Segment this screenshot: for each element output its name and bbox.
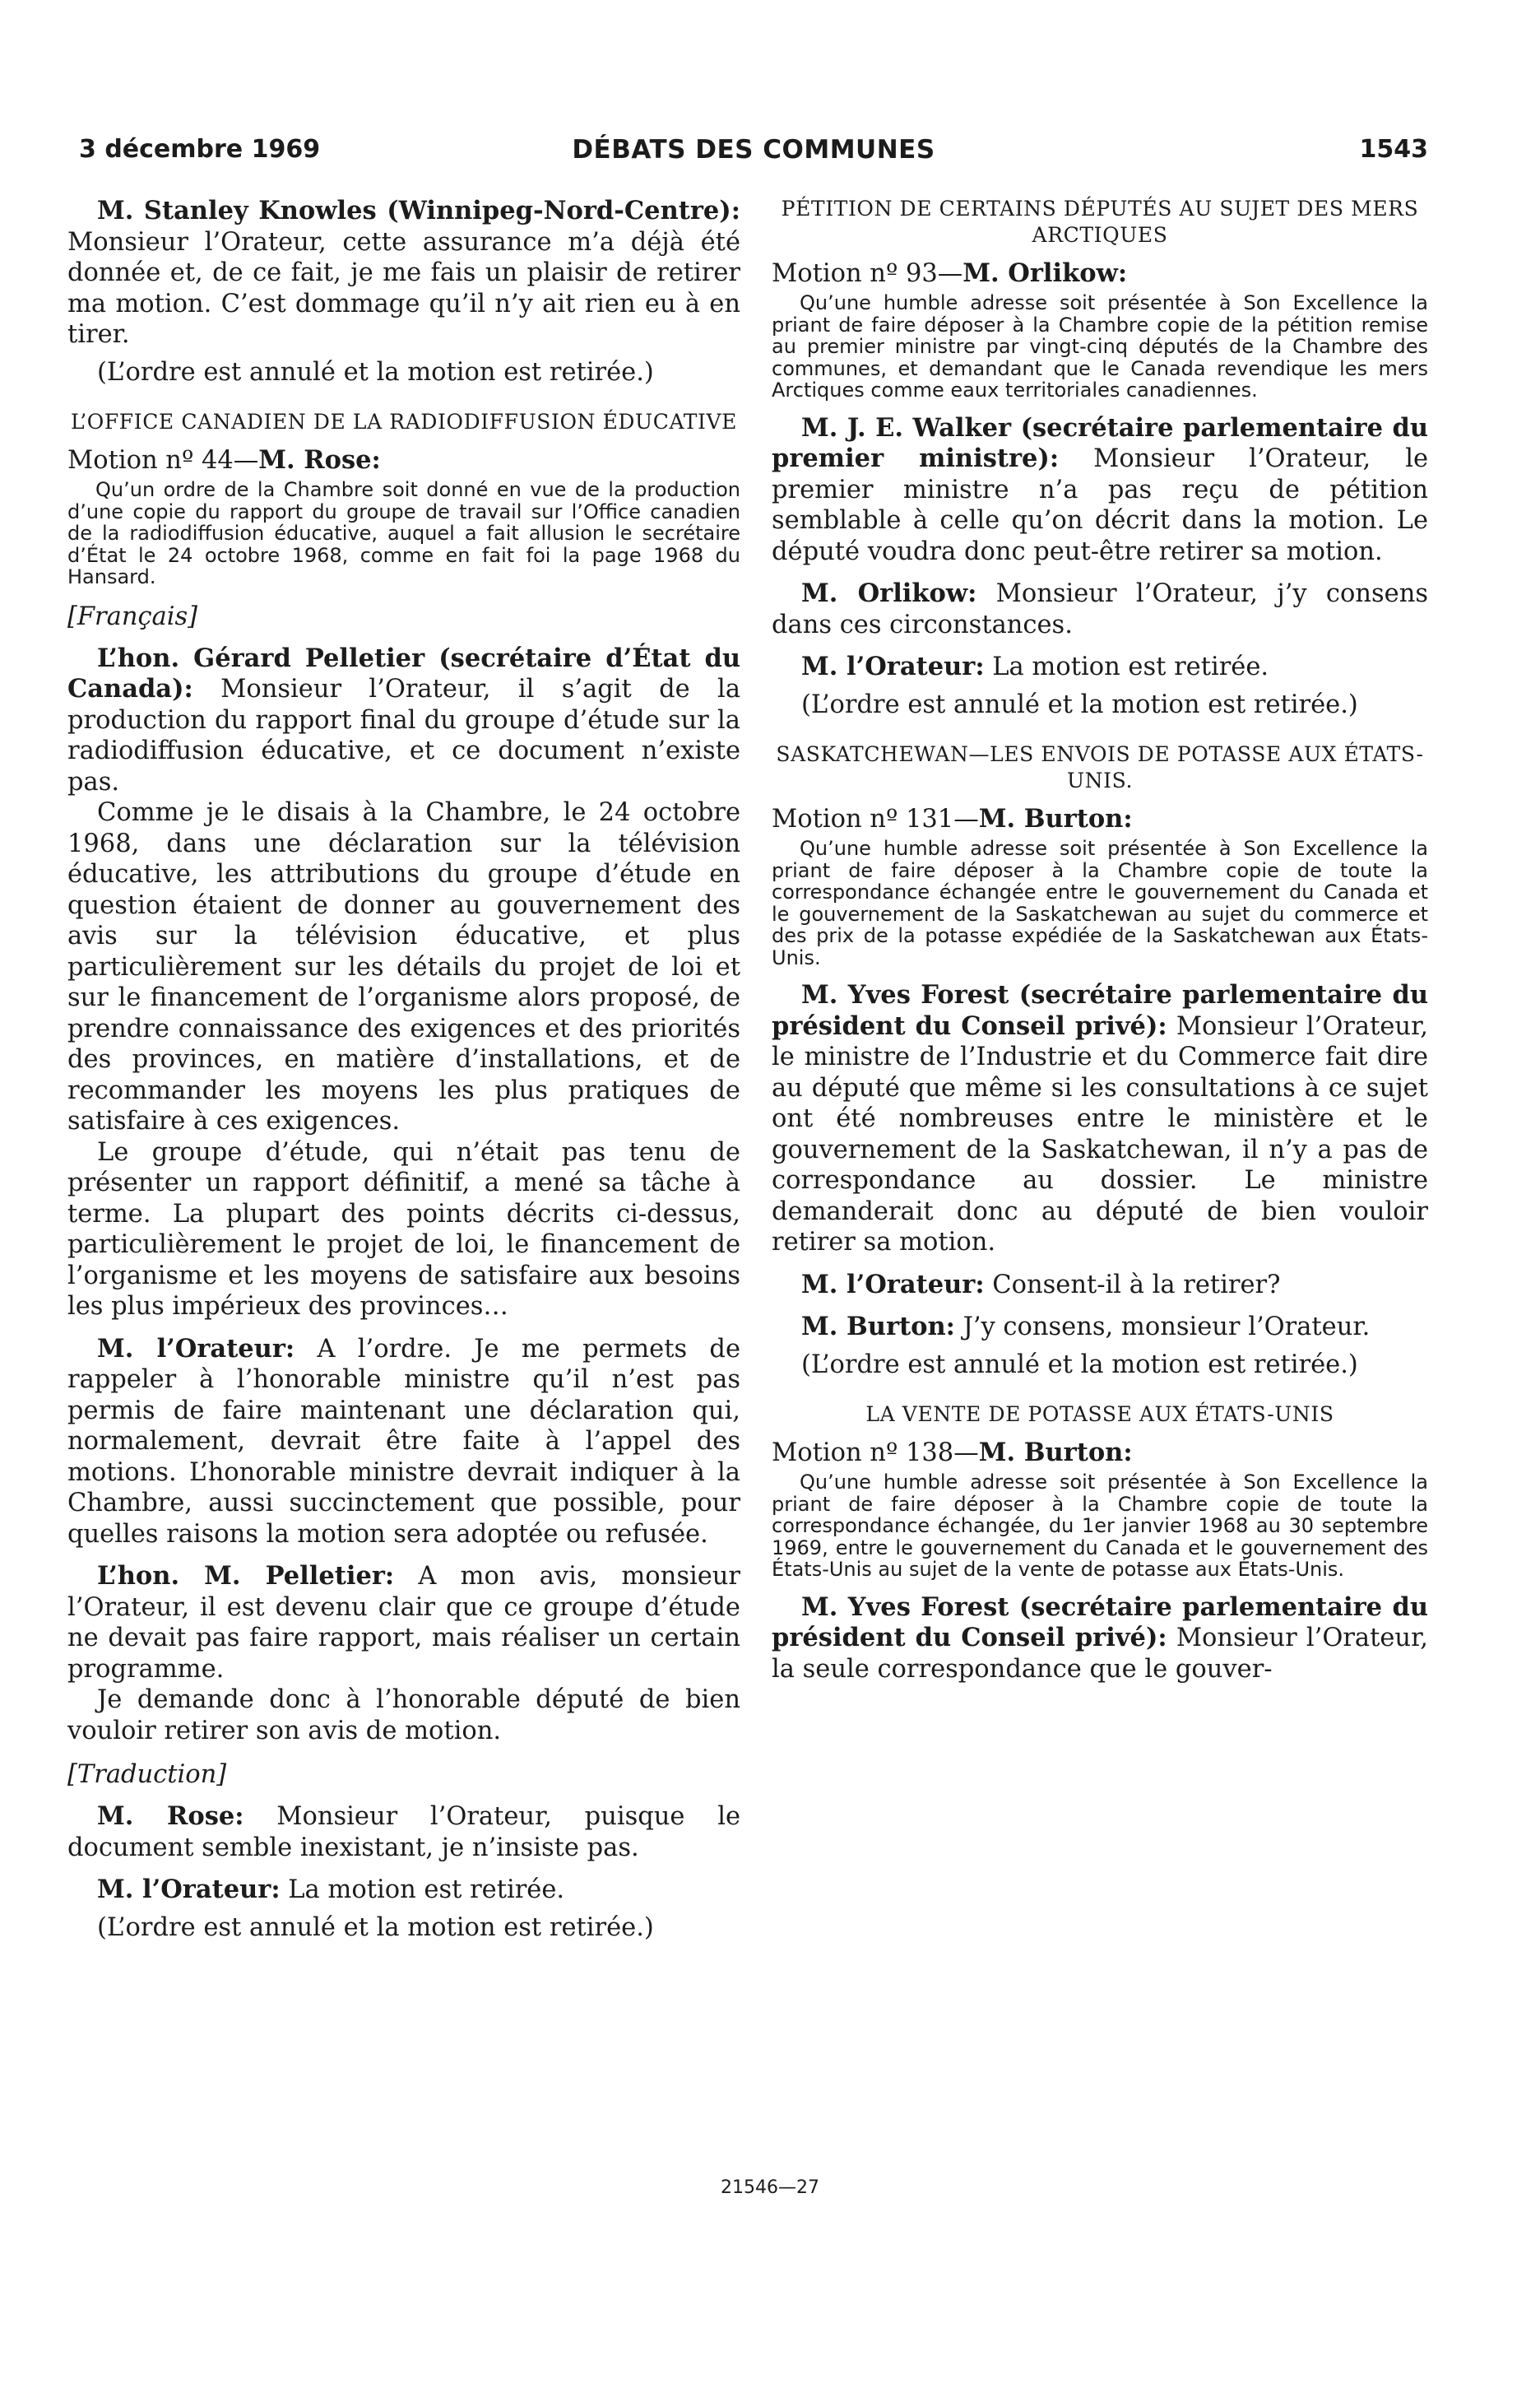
paragraph <box>772 1270 1428 1301</box>
speaker-name: M. Burton: <box>801 1312 955 1341</box>
section-heading: LA VENTE DE POTASSE AUX ÉTATS-UNIS <box>865 1402 1334 1426</box>
speech-text: La motion est retirée. <box>984 653 1269 681</box>
paragraph <box>772 579 1428 640</box>
speaker-name: M. Yves Forest (secrétaire parlementaire du président du Conseil privé): <box>772 1591 1428 1652</box>
speaker-name: M. Stanley Knowles (Winnipeg-Nord-Centre): <box>97 196 740 225</box>
section-heading: PÉTITION DE CERTAINS DÉPUTÉS AU SUJET DES MERS ARCTIQUES <box>781 197 1419 247</box>
speech-text: A mon avis, monsieur l’Orateur, il est devenu clair que ce groupe d’étude ne devait pas faire rapport, mais réaliser un certain programme. <box>67 1562 740 1684</box>
speech-text: Monsieur l’Orateur, le ministre de l’Industrie et du Commerce fait dire au député que même si les consultations à ce sujet ont été nombreuses entre le ministère et le gouvernement de la Saskatchewan, il n’y a pas de correspondance au dossier. Le ministre demanderait donc au député de bien vouloir retirer sa motion. <box>772 1011 1428 1257</box>
speech-text: Monsieur l’Orateur, j’y consens dans ces circonstances. <box>772 579 1428 639</box>
motion-mover: M. Burton: <box>978 804 1133 834</box>
speaker-name: M. l’Orateur: <box>97 1875 281 1904</box>
speaker-name: L’hon. M. Pelletier: <box>97 1561 395 1591</box>
motion-mover: M. Orlikow: <box>962 258 1128 288</box>
speaker-name: M. Yves Forest (secrétaire parlementaire du président du Conseil privé): <box>772 980 1428 1041</box>
speech-text: A l’ordre. Je me permets de rappeler à l’honorable ministre qu’il n’est pas permis de faire maintenant une déclaration qui, normalement, devrait être faite à l’appel des motions. L’honorable ministre devrait indiquer à la Chambre, aussi succinctement que possible, pour quelles raisons la motion sera adoptée ou refusée. <box>67 1334 740 1549</box>
speech-text: La motion est retirée. <box>280 1875 565 1904</box>
speaker-name: M. Rose: <box>97 1801 244 1831</box>
motion-number: Motion nº 138— <box>772 1438 979 1467</box>
speech-text: Monsieur l’Orateur, le premier ministre n’a pas reçu de pétition semblable à celle qu’on décrit dans la motion. Le député voudra donc peut-être retirer sa motion. <box>772 444 1428 566</box>
paragraph <box>67 1875 740 1906</box>
paragraph <box>772 413 1428 568</box>
motion-line <box>772 258 1428 289</box>
speaker-name: M. Orlikow: <box>801 579 977 608</box>
motion-number: Motion nº 44— <box>67 446 259 475</box>
paragraph: Comme je le disais à la Chambre, le 24 octobre 1968, dans une déclaration sur la télévision éducative, les attributions du groupe d’étude en question étaient de donner au gouvernement des avis sur la télévision éducative, et plus particulièrement sur les détails du projet de loi et sur le financement de l’organisme alors proposé, de prendre connaissance des exigences et des priorités des provinces, en matière d’installations, et de recommander les moyens les plus pratiques de satisfaire à ces exigences. <box>67 798 740 1136</box>
procedural-note: (L’ordre est annulé et la motion est retirée.) <box>97 1912 654 1942</box>
motion-line <box>772 804 1428 834</box>
motion-line <box>67 445 740 476</box>
page-header <box>79 135 1428 171</box>
paragraph <box>772 652 1428 683</box>
motion-mover: M. Rose: <box>258 445 381 475</box>
motion-text: Qu’une humble adresse soit présentée à Son Excellence la priant de faire déposer à la Chambre copie de la pétition remise au premier ministre par vingt-cinq députés de la Chambre des communes, et demandant que le Canada revendique les mers Arctiques comme eaux territoriales canadiennes. <box>772 291 1428 402</box>
speaker-name: M. J. E. Walker (secrétaire parlementaire du premier ministre): <box>772 412 1428 473</box>
paragraph <box>67 1334 740 1550</box>
paragraph <box>67 644 740 798</box>
paragraph: Le groupe d’étude, qui n’était pas tenu de présenter un rapport définitif, a mené sa tâche à terme. La plupart des points décrits ci-dessus, particulièrement le projet de loi, le financement de l’organisme et les moyens de satisfaire aux besoins les plus impérieux des provinces… <box>67 1137 740 1321</box>
paragraph <box>67 196 740 351</box>
language-marker: [Français] <box>67 602 198 631</box>
speech-text: Monsieur l’Orateur, puisque le document semble inexistant, je n’insiste pas. <box>67 1802 740 1862</box>
paragraph <box>772 1312 1428 1343</box>
right-column <box>772 196 1428 1684</box>
motion-line <box>772 1438 1428 1468</box>
procedural-note: (L’ordre est annulé et la motion est retirée.) <box>97 357 654 387</box>
speech-text: Consent-il à la retirer? <box>984 1270 1281 1299</box>
speech-text: Monsieur l’Orateur, la seule correspondance que le gouver- <box>772 1624 1428 1684</box>
speaker-name: M. l’Orateur: <box>801 1269 985 1299</box>
speaker-name: L’hon. Gérard Pelletier (secrétaire d’État du Canada): <box>67 643 740 704</box>
section-heading: L’OFFICE CANADIEN DE LA RADIODIFFUSION ÉDUCATIVE <box>70 410 737 434</box>
speech-text: Monsieur l’Orateur, il s’agit de la production du rapport final du groupe d’étude sur la radiodiffusion éducative, et ce document n’existe pas. <box>67 675 740 797</box>
header-date: 3 décembre 1969 <box>79 135 321 164</box>
speaker-name: M. l’Orateur: <box>801 652 985 681</box>
paragraph <box>772 980 1428 1258</box>
speaker-name: M. l’Orateur: <box>97 1333 295 1364</box>
paragraph <box>67 1561 740 1684</box>
motion-number: Motion nº 131— <box>772 805 979 834</box>
paragraph <box>772 1592 1428 1685</box>
speech-text: J’y consens, monsieur l’Orateur. <box>954 1313 1371 1341</box>
header-title: DÉBATS DES COMMUNES <box>572 135 935 165</box>
paragraph <box>67 1801 740 1863</box>
motion-text: Qu’une humble adresse soit présentée à Son Excellence la priant de faire déposer à la Chambre copie de toute la correspondance échangée entre le gouvernement du Canada et le gouvernement de la Saskatchewan au sujet du commerce et des prix de la potasse expédiée de la Saskatchewan aux États-Unis. <box>772 837 1428 969</box>
motion-text: Qu’une humble adresse soit présentée à Son Excellence la priant de faire déposer à la Chambre copie de toute la correspondance échangée, du 1er janvier 1968 au 30 septembre 1969, entre le gouvernement du Canada et le gouvernement des États-Unis au sujet de la vente de potasse aux États-Unis. <box>772 1471 1428 1581</box>
left-column <box>67 196 740 1943</box>
page-number: 1543 <box>1359 135 1428 164</box>
motion-mover: M. Burton: <box>978 1438 1133 1467</box>
printer-signature: 21546—27 <box>721 2177 819 2198</box>
motion-text: Qu’un ordre de la Chambre soit donné en vue de la production d’une copie du rapport du groupe de travail sur l’Office canadien de la radiodiffusion éducative, auquel a fait allusion le secrétaire d’État le 24 octobre 1968, comme en fait foi la page 1968 du Hansard. <box>67 478 740 588</box>
motion-number: Motion nº 93— <box>772 259 963 288</box>
procedural-note: (L’ordre est annulé et la motion est retirée.) <box>801 690 1358 719</box>
procedural-note: (L’ordre est annulé et la motion est retirée.) <box>801 1350 1358 1379</box>
speech-text: Monsieur l’Orateur, cette assurance m’a déjà été donnée et, de ce fait, je me fais un plaisir de retirer ma motion. C’est dommage qu’il n’y ait rien eu à en tirer. <box>67 227 740 349</box>
language-marker: [Traduction] <box>67 1760 227 1789</box>
paragraph: Je demande donc à l’honorable député de bien vouloir retirer son avis de motion. <box>67 1685 740 1745</box>
section-heading: SASKATCHEWAN—LES ENVOIS DE POTASSE AUX ÉTATS-UNIS. <box>776 742 1424 792</box>
